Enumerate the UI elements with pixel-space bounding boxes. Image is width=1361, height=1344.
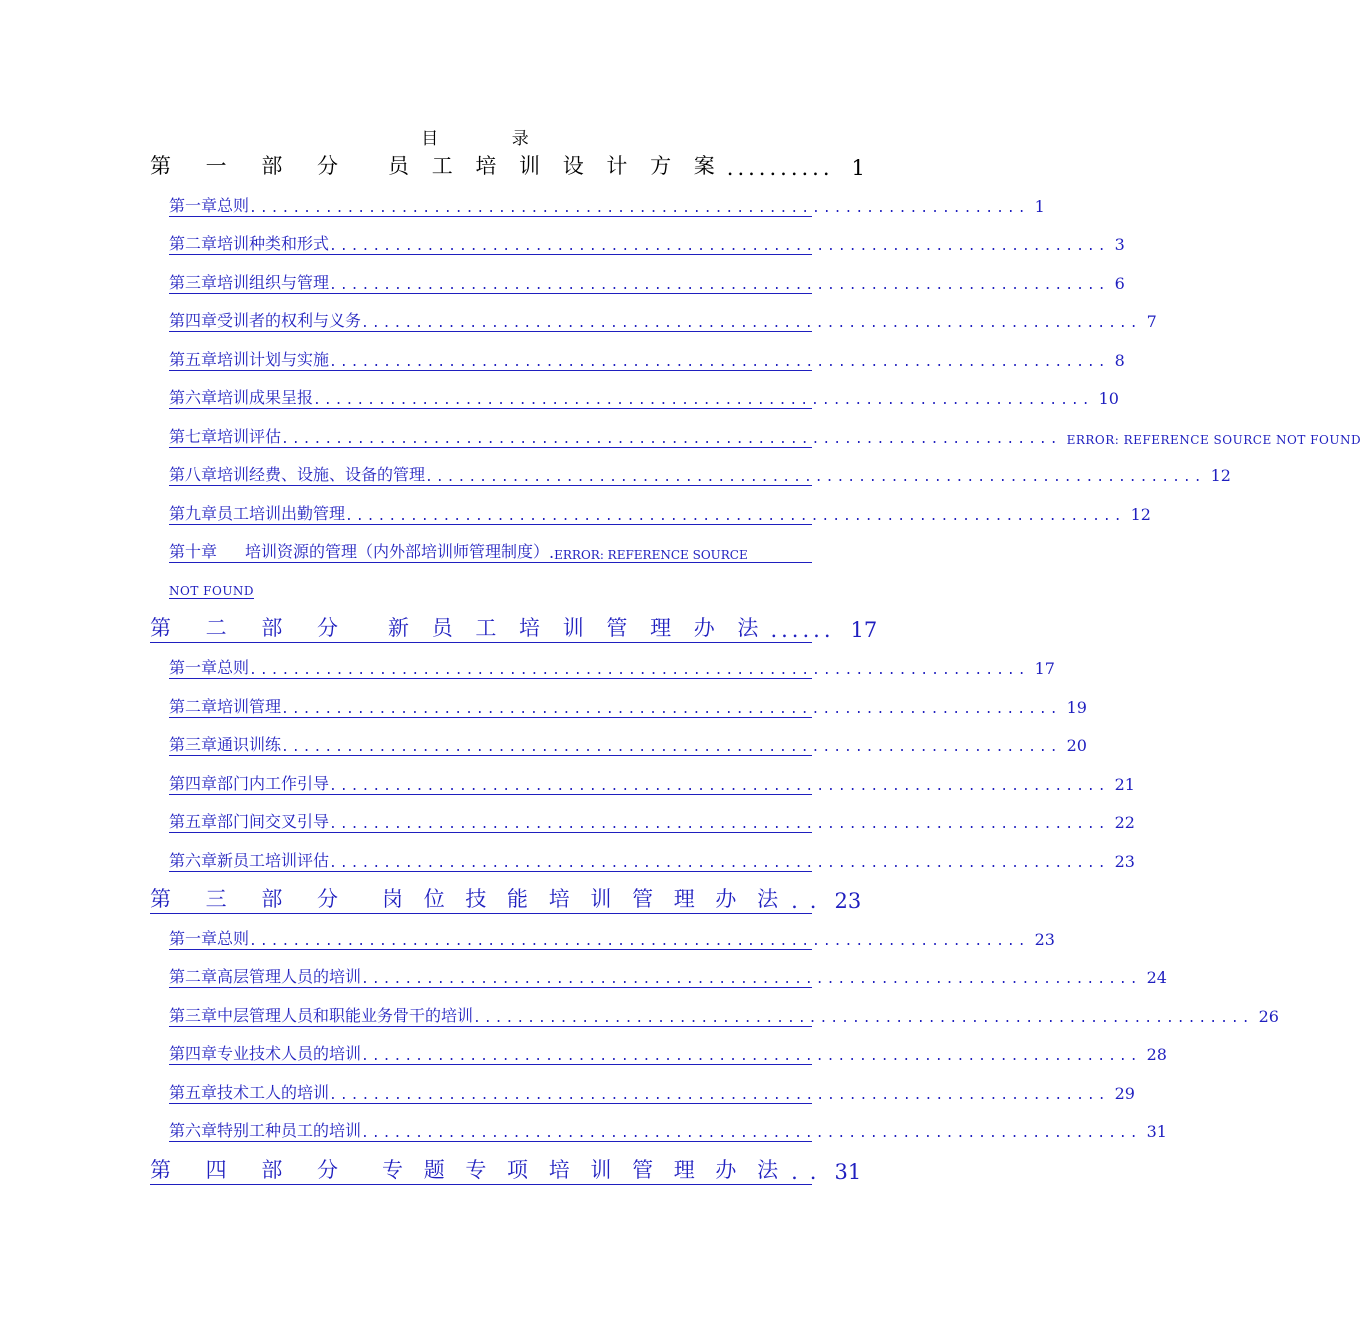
dot-leader: ........................................................................	[425, 470, 1205, 485]
chapter-title: 通识训练	[217, 735, 282, 754]
chapter-number: 第四章	[169, 774, 218, 793]
chapter-page: 29	[1114, 1084, 1135, 1103]
dot-leader: ........................................................................	[361, 972, 1141, 987]
toc-entry[interactable]	[169, 384, 1119, 409]
chapter-title: 培训计划与实施	[217, 350, 330, 369]
part-page: 23	[834, 889, 862, 913]
chapter-number: 第五章	[169, 812, 218, 831]
dot-leader: ........................................................................	[361, 316, 1141, 331]
chapter-number: 第五章	[169, 350, 218, 369]
chapter-number: 第七章	[169, 427, 218, 446]
toc-entry[interactable]	[169, 461, 1231, 486]
chapter-title: 部门间交叉引导	[217, 812, 330, 831]
chapter-number: 第四章	[169, 311, 218, 330]
chapter-title: 新员工培训评估	[217, 851, 330, 870]
chapter-page: 19	[1066, 698, 1087, 717]
chapter-title: 培训资源的管理（内外部培训师管理制度）	[245, 542, 550, 561]
toc-entry[interactable]	[169, 346, 1125, 371]
chapter-number: 第十章	[169, 542, 218, 561]
chapter-page-error-cont: NOT FOUND	[169, 584, 255, 598]
chapter-number: 第九章	[169, 504, 218, 523]
toc-entry[interactable]	[169, 654, 1055, 679]
toc-entry[interactable]	[169, 1040, 1167, 1065]
chapter-page: 24	[1146, 968, 1167, 987]
chapter-title: 培训管理	[217, 697, 282, 716]
chapter-title: 员工培训出勤管理	[217, 504, 346, 523]
chapter-number: 第二章	[169, 697, 218, 716]
chapter-number: 第六章	[169, 851, 218, 870]
toc-entry[interactable]	[169, 423, 1361, 448]
chapter-number: 第五章	[169, 1083, 218, 1102]
chapter-title: 培训种类和形式	[217, 234, 330, 253]
chapter-number: 第三章	[169, 735, 218, 754]
part-label: 第 三 部 分	[150, 887, 353, 911]
part-title: 员 工 培 训 设 计 方 案	[388, 154, 723, 178]
chapter-number: 第三章	[169, 273, 218, 292]
chapter-page: 21	[1114, 775, 1135, 794]
part-leader: ......	[770, 618, 835, 642]
toc-part-3[interactable]	[150, 883, 862, 914]
chapter-title: 高层管理人员的培训	[217, 967, 362, 986]
dot-leader: ........................................................................	[281, 432, 1061, 447]
chapter-page: 12	[1210, 466, 1231, 485]
chapter-page: 3	[1114, 235, 1125, 254]
chapter-page: 22	[1114, 813, 1135, 832]
dot-leader: ........................................................................	[313, 393, 1093, 408]
part-title: 岗 位 技 能 培 训 管 理 办 法	[382, 887, 786, 911]
part-leader: ..	[791, 889, 829, 913]
chapter-title: 部门内工作引导	[217, 774, 330, 793]
chapter-number: 第一章	[169, 929, 218, 948]
chapter-page: 23	[1034, 930, 1055, 949]
chapter-number: 第一章	[169, 658, 218, 677]
chapter-page: 12	[1130, 505, 1151, 524]
chapter-title: 培训组织与管理	[217, 273, 330, 292]
chapter-number: 第六章	[169, 1121, 218, 1140]
dot-leader: ........................................................................	[329, 779, 1109, 794]
part-title: 专 题 专 项 培 训 管 理 办 法	[382, 1158, 786, 1182]
part-page: 17	[850, 618, 878, 642]
part-label: 第 一 部 分	[150, 154, 353, 178]
chapter-page: 20	[1066, 736, 1087, 755]
part-label: 第 四 部 分	[150, 1158, 353, 1182]
chapter-page: 26	[1258, 1007, 1279, 1026]
chapter-page: 6	[1114, 274, 1125, 293]
chapter-title: 总则	[217, 658, 250, 677]
dot-leader: ........................................................................	[329, 278, 1109, 293]
part-page: 31	[834, 1160, 862, 1184]
chapter-page: 23	[1114, 852, 1135, 871]
chapter-page: 28	[1146, 1045, 1167, 1064]
chapter-number: 第一章	[169, 196, 218, 215]
toc-entry[interactable]	[169, 307, 1157, 332]
chapter-page: 1	[1034, 197, 1045, 216]
toc-entry[interactable]	[169, 925, 1055, 950]
chapter-number: 第四章	[169, 1044, 218, 1063]
dot-leader: .	[549, 543, 555, 562]
chapter-title: 受训者的权利与义务	[217, 311, 362, 330]
toc-entry[interactable]	[169, 693, 1087, 718]
toc-entry[interactable]	[169, 847, 1135, 872]
dot-leader: ........................................................................	[473, 1011, 1253, 1026]
dot-leader: ........................................................................	[249, 663, 1029, 678]
toc-entry[interactable]	[169, 269, 1125, 294]
dot-leader: ........................................................................	[329, 1088, 1109, 1103]
toc-entry[interactable]	[169, 731, 1087, 756]
toc-entry[interactable]	[169, 770, 1135, 795]
toc-entry[interactable]	[169, 538, 812, 563]
dot-leader: ........................................................................	[361, 1049, 1141, 1064]
toc-title: 目 录	[421, 129, 563, 149]
toc-entry[interactable]	[169, 230, 1125, 255]
chapter-title: 总则	[217, 929, 250, 948]
toc-entry[interactable]	[169, 500, 1151, 525]
chapter-title: 总则	[217, 196, 250, 215]
chapter-title: 培训经费、设施、设备的管理	[217, 465, 426, 484]
dot-leader: ........................................................................	[249, 201, 1029, 216]
chapter-page: 7	[1146, 312, 1157, 331]
chapter-page: 8	[1114, 351, 1125, 370]
toc-part-4[interactable]	[150, 1154, 862, 1185]
dot-leader: ........................................................................	[281, 702, 1061, 717]
toc-entry-continuation[interactable]	[169, 578, 254, 599]
chapter-number: 第八章	[169, 465, 218, 484]
chapter-title: 特别工种员工的培训	[217, 1121, 362, 1140]
toc-entry[interactable]	[169, 808, 1135, 833]
chapter-page: 31	[1146, 1122, 1167, 1141]
toc-part-1[interactable]	[150, 150, 865, 180]
toc-entry[interactable]	[169, 963, 1167, 988]
chapter-title: 技术工人的培训	[217, 1083, 330, 1102]
chapter-page: 17	[1034, 659, 1055, 678]
dot-leader: ........................................................................	[329, 817, 1109, 832]
toc-entry[interactable]	[169, 192, 1045, 217]
chapter-title: 培训评估	[217, 427, 282, 446]
toc-part-2[interactable]	[150, 612, 878, 643]
dot-leader: ........................................................................	[329, 239, 1109, 254]
dot-leader: ........................................................................	[281, 740, 1061, 755]
chapter-title: 中层管理人员和职能业务骨干的培训	[217, 1006, 474, 1025]
chapter-number: 第三章	[169, 1006, 218, 1025]
chapter-page: 10	[1098, 389, 1119, 408]
part-leader: ..........	[726, 156, 834, 180]
chapter-number: 第二章	[169, 234, 218, 253]
chapter-title: 专业技术人员的培训	[217, 1044, 362, 1063]
toc-entry[interactable]	[169, 1002, 1279, 1027]
chapter-number: 第六章	[169, 388, 218, 407]
part-title: 新 员 工 培 训 管 理 办 法	[388, 616, 767, 640]
dot-leader: ........................................................................	[361, 1126, 1141, 1141]
chapter-title: 培训成果呈报	[217, 388, 314, 407]
part-leader: ..	[791, 1160, 829, 1184]
part-label: 第 二 部 分	[150, 616, 353, 640]
dot-leader: ........................................................................	[329, 856, 1109, 871]
chapter-number: 第二章	[169, 967, 218, 986]
part-page: 1	[851, 156, 865, 180]
chapter-page-error: ERROR: REFERENCE SOURCE	[554, 548, 748, 562]
toc-entry[interactable]	[169, 1117, 1167, 1142]
toc-entry[interactable]	[169, 1079, 1135, 1104]
dot-leader: ........................................................................	[329, 355, 1109, 370]
dot-leader: ........................................................................	[249, 934, 1029, 949]
chapter-page-error: ERROR: REFERENCE SOURCE NOT FOUND	[1066, 433, 1361, 447]
dot-leader: ........................................................................	[345, 509, 1125, 524]
